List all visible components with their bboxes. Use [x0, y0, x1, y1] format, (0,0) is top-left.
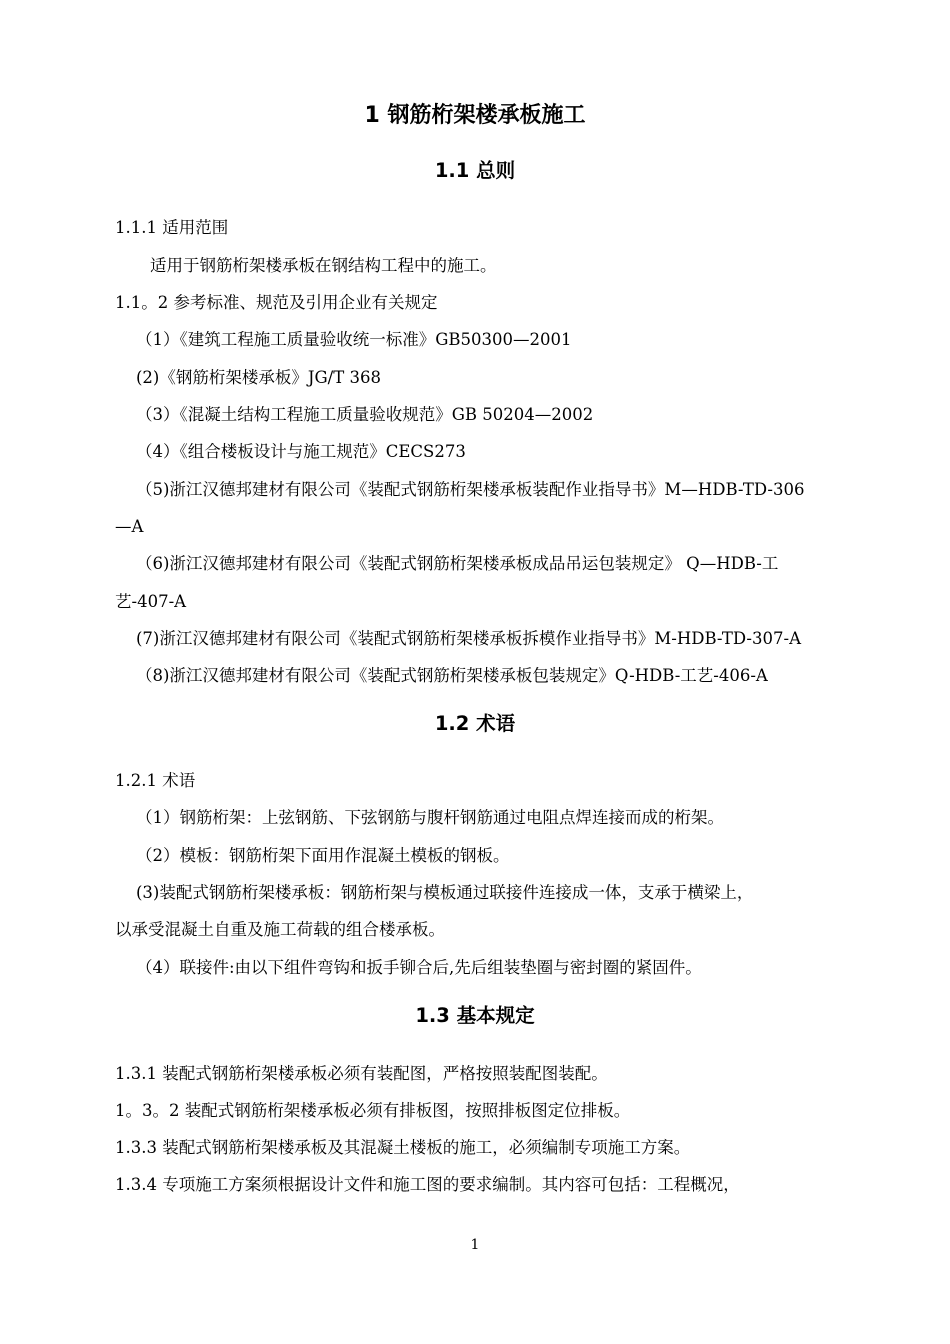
- term-item: （4）联接件:由以下组件弯钩和扳手铆合后,先后组装垫圈与密封圈的紧固件。: [136, 958, 702, 977]
- reference-item: (2)《钢筋桁架楼承板》JG/T 368: [136, 368, 381, 387]
- reference-item: （8)浙江汉德邦建材有限公司《装配式钢筋桁架楼承板包装规定》Q-HDB-工艺-406-A: [136, 666, 768, 685]
- reference-item: (7)浙江汉德邦建材有限公司《装配式钢筋桁架楼承板拆模作业指导书》M-HDB-TD-307-A: [136, 629, 801, 648]
- term-item: (3)装配式钢筋桁架楼承板：钢筋桁架与模板通过联接件连接成一体，支承于横梁上，: [136, 883, 754, 902]
- reference-item-continued: 艺-407-A: [115, 592, 187, 611]
- section-heading-1-1: 1.1 总则: [434, 159, 516, 182]
- clause-1-1-1: 1.1.1 适用范围: [115, 218, 229, 237]
- reference-item: （3）《混凝土结构工程施工质量验收规范》GB 50204—2002: [136, 405, 594, 424]
- reference-item-continued: —A: [115, 517, 144, 536]
- reference-item: （5)浙江汉德邦建材有限公司《装配式钢筋桁架楼承板装配作业指导书》M—HDB-TD-306: [136, 480, 805, 499]
- reference-item: （1）《建筑工程施工质量验收统一标准》GB50300—2001: [136, 330, 572, 349]
- clause-1-3-1: 1.3.1 装配式钢筋桁架楼承板必须有装配图，严格按照装配图装配。: [115, 1064, 608, 1083]
- clause-1-1-2: 1.1。2 参考标准、规范及引用企业有关规定: [115, 293, 438, 312]
- term-item: （1）钢筋桁架：上弦钢筋、下弦钢筋与腹杆钢筋通过电阻点焊连接而成的桁架。: [136, 808, 724, 827]
- reference-item: （4）《组合楼板设计与施工规范》CECS273: [136, 442, 466, 461]
- clause-1-2-1: 1.2.1 术语: [115, 771, 196, 790]
- clause-1-3-2: 1。3。2 装配式钢筋桁架楼承板必须有排板图，按照排板图定位排板。: [115, 1101, 631, 1120]
- reference-item: （6)浙江汉德邦建材有限公司《装配式钢筋桁架楼承板成品吊运包装规定》 Q—HDB-工: [136, 554, 779, 573]
- clause-1-3-3: 1.3.3 装配式钢筋桁架楼承板及其混凝土楼板的施工，必须编制专项施工方案。: [115, 1138, 691, 1157]
- section-heading-1-2: 1.2 术语: [434, 712, 516, 735]
- section-heading-1-3: 1.3 基本规定: [415, 1004, 535, 1027]
- page-number: 1: [470, 1237, 480, 1253]
- term-item-continued: 以承受混凝土自重及施工荷载的组合楼承板。: [115, 920, 445, 939]
- chapter-title: 1 钢筋桁架楼承板施工: [364, 103, 586, 128]
- clause-1-3-4: 1.3.4 专项施工方案须根据设计文件和施工图的要求编制。其内容可包括：工程概况，: [115, 1175, 740, 1194]
- term-item: （2）模板：钢筋桁架下面用作混凝土模板的钢板。: [136, 846, 510, 865]
- paragraph: 适用于钢筋桁架楼承板在钢结构工程中的施工。: [150, 256, 497, 275]
